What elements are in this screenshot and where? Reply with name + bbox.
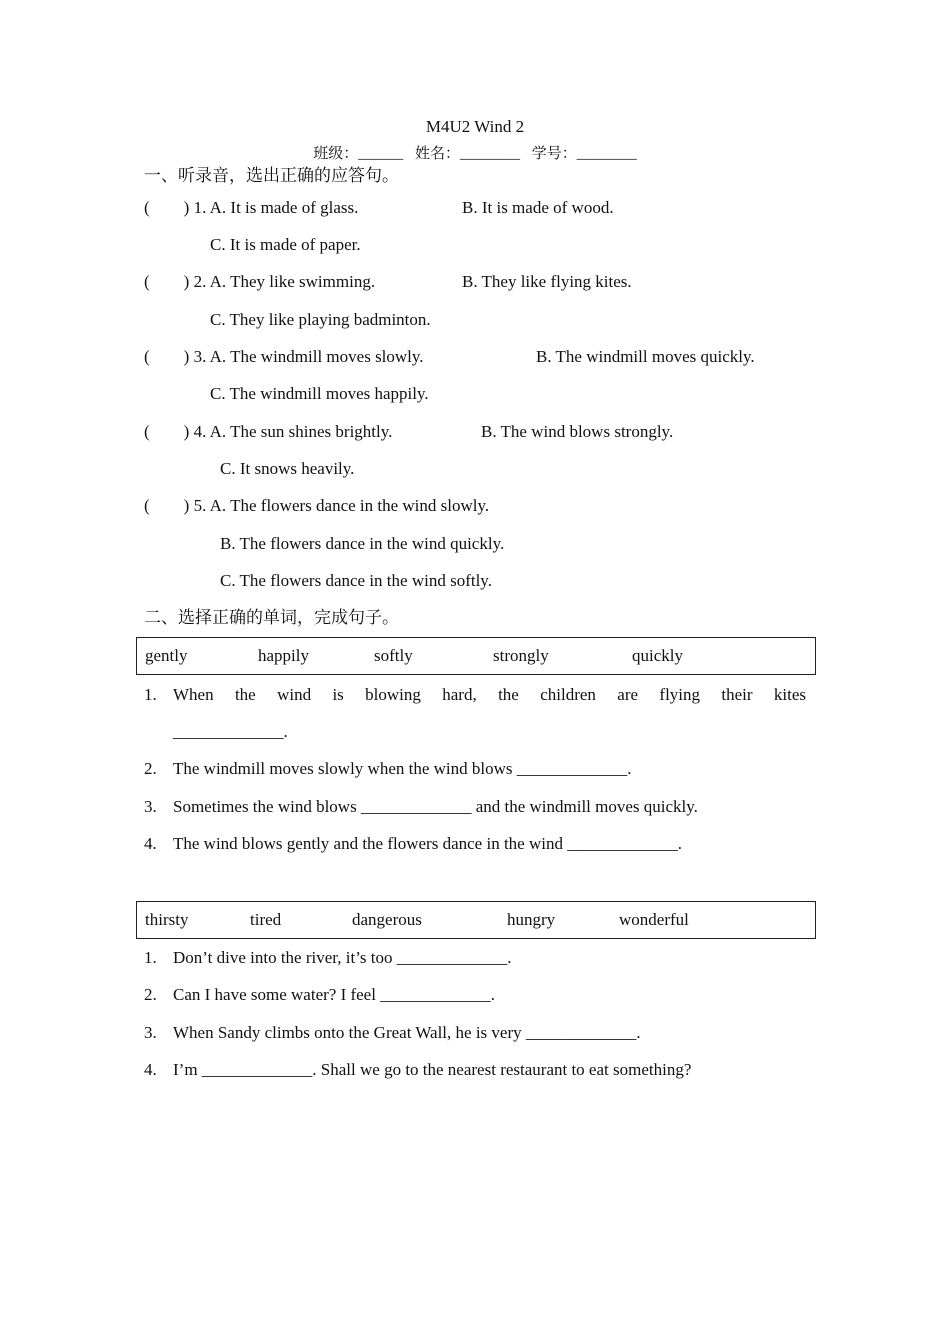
word-bank-1 [136,637,816,675]
question-5-prefix: ( ) 5. [144,496,207,515]
word: flying [659,685,701,704]
word-bank-2-word: thirsty [145,910,189,929]
question-2-option-c: C. They like playing badminton. [210,310,431,329]
section2-heading: 二、选择正确的单词，完成句子。 [144,608,399,627]
question-3-option-b: B. The windmill moves quickly. [536,347,755,366]
word: kites [773,685,806,704]
word: are [617,685,639,704]
question-2-prefix: ( ) 2. [144,272,207,291]
question-4-option-b: B. The wind blows strongly. [481,422,674,441]
word-bank-1-word: strongly [493,646,549,665]
word: blowing [365,685,421,704]
fill-item-1-blank: _____________. [173,722,288,741]
question-5-option-b: B. The flowers dance in the wind quickly. [220,534,505,553]
word-bank-1-word: softly [374,646,413,665]
question-1-option-b: B. It is made of wood. [462,198,614,217]
page-title: M4U2 Wind 2 [425,117,525,136]
word-bank-2-word: hungry [507,910,556,929]
fill-item-4-number: 4. [144,834,157,853]
number-field: 学号：________ [531,146,637,162]
word-bank-1-word: gently [145,646,188,665]
question-3 [144,347,424,367]
section1-heading: 一、听录音，选出正确的应答句。 [144,166,399,185]
fill-item-5-number: 1. [144,948,157,967]
word: the [234,685,256,704]
word-bank-2-word: dangerous [352,910,422,929]
word-bank-2 [136,901,816,939]
question-3-prefix: ( ) 3. [144,347,207,366]
fill-item-3-number: 3. [144,797,157,816]
word: wind [277,685,312,704]
question-3-option-c: C. The windmill moves happily. [210,384,429,403]
fill-item-6-text: Can I have some water? I feel _____________. [173,985,495,1004]
fill-item-2-text: The windmill moves slowly when the wind blows _____________. [173,759,632,778]
fill-item-3-text: Sometimes the wind blows _____________ and the windmill moves quickly. [173,797,698,816]
fill-item-7-number: 3. [144,1023,157,1042]
word-bank-1-word: quickly [632,646,683,665]
question-4 [144,422,392,442]
word: hard, [442,685,477,704]
fill-item-7-text: When Sandy climbs onto the Great Wall, he is very _____________. [173,1023,641,1042]
question-2-option-b: B. They like flying kites. [462,272,632,291]
fill-item-4-text: The wind blows gently and the flowers dance in the wind _____________. [173,834,682,853]
student-info-line [0,144,950,164]
fill-item-1-number: 1. [144,685,157,704]
question-1-prefix: ( ) 1. [144,198,207,217]
class-field: 班级：______ [313,146,404,162]
name-field: 姓名：________ [414,146,520,162]
question-1-option-c: C. It is made of paper. [210,235,361,254]
word-bank-2-word: wonderful [619,910,689,929]
word: is [332,685,344,704]
question-4-option-a: A. The sun shines brightly. [209,422,393,441]
question-5-option-c: C. The flowers dance in the wind softly. [220,571,492,590]
question-1 [144,198,358,218]
fill-item-5-text: Don’t dive into the river, it’s too _____________. [173,948,512,967]
question-2-option-a: A. They like swimming. [209,272,376,291]
question-4-option-c: C. It snows heavily. [220,459,355,478]
question-2 [144,272,375,292]
word: When [173,685,214,704]
question-3-option-a: A. The windmill moves slowly. [209,347,424,366]
fill-item-6-number: 2. [144,985,157,1004]
question-1-option-a: A. It is made of glass. [209,198,359,217]
word: children [540,685,596,704]
question-4-prefix: ( ) 4. [144,422,207,441]
fill-item-1-text [173,685,806,705]
word-bank-2-word: tired [250,910,282,929]
fill-item-8-number: 4. [144,1060,157,1079]
word-bank-1-word: happily [258,646,309,665]
question-5 [144,496,489,516]
word: the [498,685,519,704]
question-5-option-a: A. The flowers dance in the wind slowly. [209,496,490,515]
word: their [721,685,753,704]
fill-item-2-number: 2. [144,759,157,778]
fill-item-8-text: I’m _____________. Shall we go to the nearest restaurant to eat something? [173,1060,692,1079]
